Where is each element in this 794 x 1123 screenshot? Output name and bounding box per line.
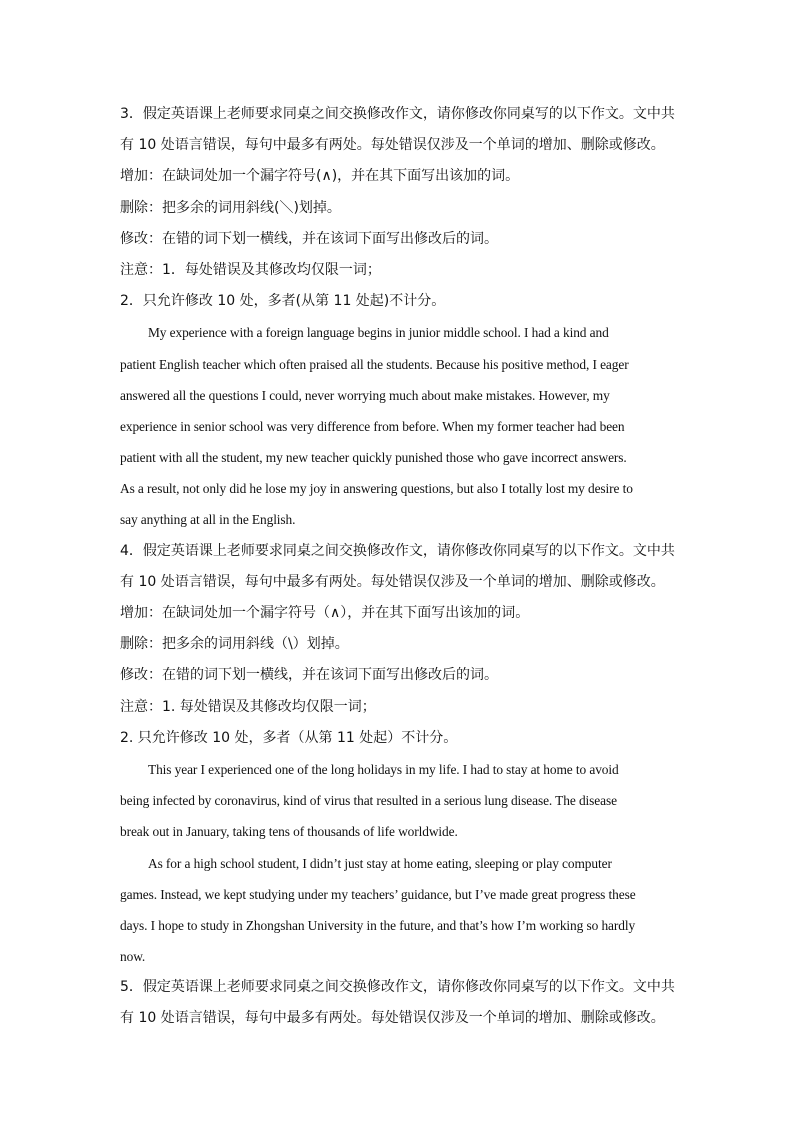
q3-passage-line: patient with all the student, my new teacher quickly punished those who gave incorrect answers.	[120, 450, 627, 466]
q3-modify-rule: 修改：在错的词下划一横线，并在该词下面写出修改后的词。	[120, 230, 498, 247]
q5-intro-line-2: 有 10 处语言错误，每句中最多有两处。每处错误仅涉及一个单词的增加、删除或修改。	[120, 1010, 665, 1027]
q3-passage-line: My experience with a foreign language begins in junior middle school. I had a kind and	[148, 325, 609, 341]
q4-intro-line-1: 4．假定英语课上老师要求同桌之间交换修改作文，请你修改你同桌写的以下作文。文中共	[120, 542, 675, 559]
q4-passage-line: This year I experienced one of the long holidays in my life. I had to stay at home to avoid	[148, 761, 619, 777]
q3-note-2: 2．只允许修改 10 处，多者(从第 11 处起)不计分。	[120, 293, 446, 310]
q4-modify-rule: 修改：在错的词下划一横线，并在该词下面写出修改后的词。	[120, 667, 498, 684]
q3-add-rule: 增加：在缺词处加一个漏字符号(∧)，并在其下面写出该加的词。	[120, 168, 520, 185]
q3-passage-line: As a result, not only did he lose my joy in answering questions, but also I totally lost my desire to	[120, 481, 633, 497]
q3-passage-line: experience in senior school was very difference from before. When my former teacher had been	[120, 418, 625, 434]
q3-delete-rule: 删除：把多余的词用斜线(＼)划掉。	[120, 199, 341, 216]
q3-intro-line-1: 3．假定英语课上老师要求同桌之间交换修改作文，请你修改你同桌写的以下作文。文中共	[120, 106, 675, 122]
q5-intro-line-1: 5．假定英语课上老师要求同桌之间交换修改作文，请你修改你同桌写的以下作文。文中共	[120, 979, 675, 996]
q4-passage-line: As for a high school student, I didn’t just stay at home eating, sleeping or play computer	[148, 855, 612, 871]
q4-passage-line: break out in January, taking tens of thousands of life worldwide.	[120, 824, 458, 840]
q4-delete-rule: 删除：把多余的词用斜线（\）划掉。	[120, 636, 349, 653]
q4-intro-line-2: 有 10 处语言错误，每句中最多有两处。每处错误仅涉及一个单词的增加、删除或修改。	[120, 573, 665, 590]
q4-passage-line: days. I hope to study in Zhongshan University in the future, and that’s how I’m working so hardly	[120, 917, 636, 933]
q3-intro-line-2: 有 10 处语言错误，每句中最多有两处。每处错误仅涉及一个单词的增加、删除或修改。	[120, 137, 665, 154]
q4-note-2: 2. 只允许修改 10 处，多者（从第 11 处起）不计分。	[120, 729, 458, 746]
q3-passage-line: answered all the questions I could, never worrying much about make mistakes. However, my	[120, 387, 610, 403]
q4-add-rule: 增加：在缺词处加一个漏字符号（∧），并在其下面写出该加的词。	[120, 605, 530, 621]
q4-passage-line: now.	[120, 949, 146, 965]
q4-passage-line: games. Instead, we kept studying under my teachers’ guidance, but I’ve made great progress these	[120, 886, 636, 902]
q3-note-1: 注意：1．每处错误及其修改均仅限一词；	[120, 261, 381, 278]
q4-passage-line: being infected by coronavirus, kind of virus that resulted in a serious lung disease. The disease	[120, 793, 617, 809]
document-content	[120, 99, 676, 1035]
q4-note-1: 注意：1. 每处错误及其修改均仅限一词；	[120, 698, 376, 715]
q3-passage-line: patient English teacher which often praised all the students. Because his positive method, I eager	[120, 356, 629, 372]
q3-passage-line: say anything at all in the English.	[120, 512, 296, 528]
